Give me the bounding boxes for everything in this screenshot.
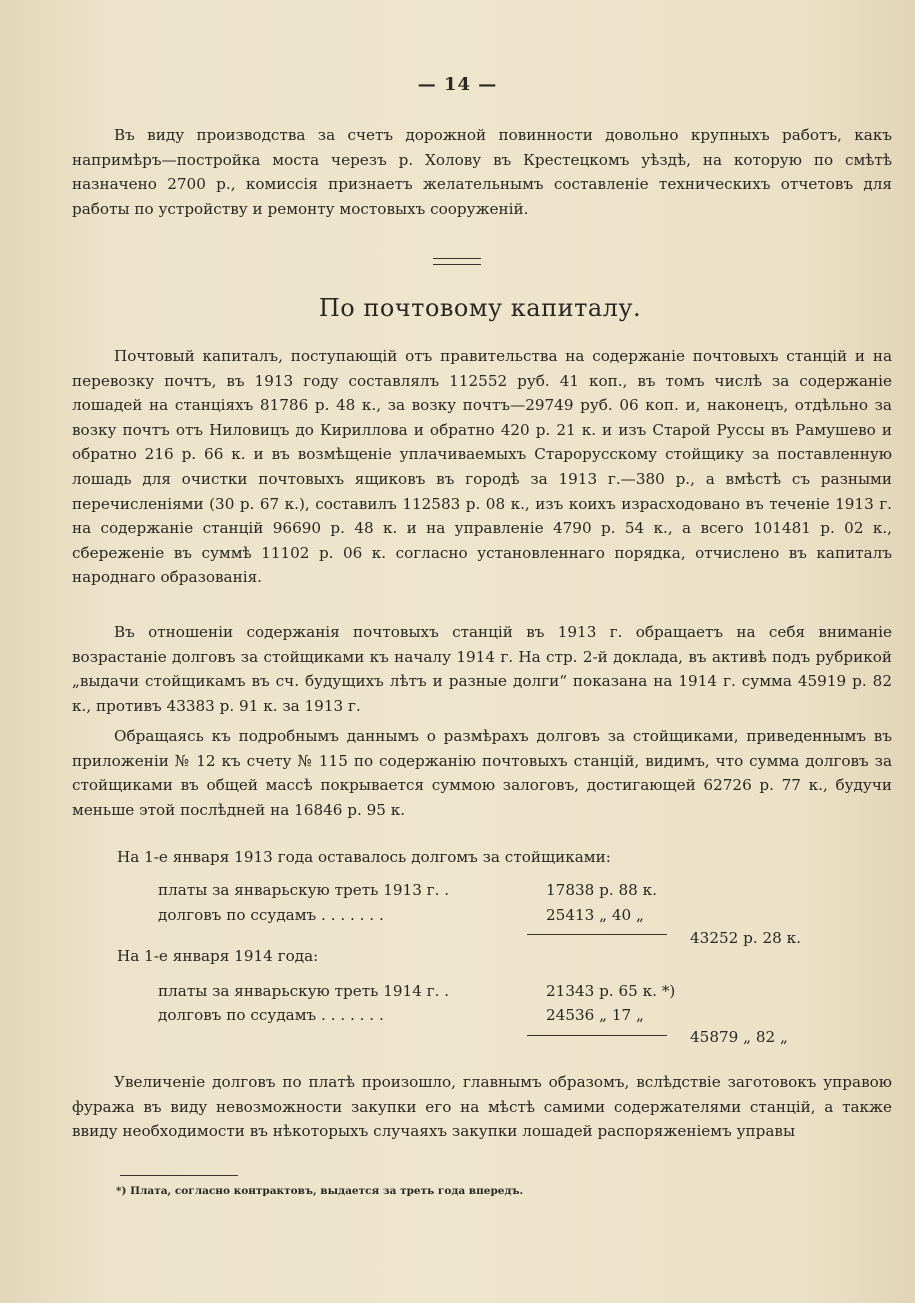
debt-row-value: 17838 р. 88 к.: [546, 881, 657, 899]
debt-total-1913: 43252 р. 28 к.: [690, 929, 801, 947]
debt-row-value: 24536 „ 17 „: [546, 1006, 644, 1024]
page-number: — 14 —: [417, 74, 498, 95]
paragraph-station-debts: Въ отношеніи содержанія почтовыхъ станцій въ 1913 г. обращаетъ на себя вниманіе возрастаніе долговъ за стойщиками къ началу 1914 г. На стр. 2-й доклада, въ активѣ подъ рубрикой „выдачи стойщикамъ въ сч. будущихъ лѣтъ и разные долги“ показана на 1914 г. сумма 45919 р. 82 к., противъ 43383 р. 91 к. за 1913 г.: [72, 623, 892, 715]
footnote: *) Плата, согласно контрактовъ, выдается за треть года впередъ.: [116, 1185, 524, 1197]
closing-paragraph: Увеличеніе долговъ по платѣ произошло, главнымъ образомъ, вслѣдствіе заготовокъ управою фуража въ виду невозможности закупки его на мѣстѣ самими содержателями станцій, а также ввиду необходимости въ нѣкоторыхъ случаяхъ закупки лошадей распоряженіемъ управы: [72, 1073, 892, 1141]
debt-row-value: 21343 р. 65 к. *): [546, 982, 676, 1000]
sum-rule: [527, 934, 667, 935]
debt-row-value: 25413 „ 40 „: [546, 906, 644, 924]
sum-rule: [527, 1035, 667, 1036]
debt-total-1914: 45879 „ 82 „: [690, 1028, 788, 1046]
debts-heading-1914: На 1-е января 1914 года:: [117, 947, 319, 965]
section-heading: По почтовому капиталу.: [318, 294, 642, 322]
paragraph-debt-details: Обращаясь къ подробнымъ даннымъ о размѣрахъ долговъ за стойщиками, приведеннымъ въ приложеніи № 12 къ счету № 115 по содержанію почтовыхъ станцій, видимъ, что сумма долговъ за стойщиками въ общей массѣ покрывается суммою залоговъ, достигающей 62726 р. 77 к., будучи меньше этой послѣдней на 16846 р. 95 к.: [72, 727, 892, 819]
debt-row-label: платы за январьскую треть 1914 г. .: [158, 982, 450, 1000]
intro-paragraph: Въ виду производства за счетъ дорожной повинности довольно крупныхъ работъ, какъ напримѣръ—постройка моста черезъ р. Холову въ Крестецкомъ уѣздѣ, на которую по смѣтѣ назначено 2700 р., комиссія признаетъ желательнымъ составленіе техническихъ отчетовъ для работы по устройству и ремонту мостовыхъ сооруженій.: [72, 126, 892, 218]
paragraph-postal-capital: Почтовый капиталъ, поступающій отъ правительства на содержаніе почтовыхъ станцій и на перевозку почтъ, въ 1913 году составлялъ 112552 руб. 41 коп., въ томъ числѣ за содержаніе лошадей на станціяхъ 81786 р. 48 к., за возку почтъ—29749 руб. 06 коп. и, наконецъ, отдѣльно за возку почтъ отъ Ниловицъ до Кириллова и обратно 420 р. 21 к. и изъ Старой Руссы въ Рамушево и обратно 216 р. 66 к. и въ возмѣщеніе уплачиваемыхъ Старорусскому стойщику за поставленную лошадь для очистки почтовыхъ ящиковъ въ городѣ за 1913 г.—380 р., а вмѣстѣ съ разными перечисленіями (30 р. 67 к.), составилъ 112583 р. 08 к., изъ коихъ израсходовано въ теченіе 1913 г. на содержаніе станцій 96690 р. 48 к. и на управленіе 4790 р. 54 к., а всего 101481 р. 02 к., сбереженіе въ суммѣ 11102 р. 06 к. согласно установленнаго порядка, отчислено въ капиталъ народнаго образованія.: [72, 347, 892, 587]
debt-row-label: долговъ по ссудамъ . . . . . . .: [158, 906, 384, 924]
debt-row-label: платы за январьскую треть 1913 г. .: [158, 881, 450, 899]
debt-row-label: долговъ по ссудамъ . . . . . . .: [158, 1006, 384, 1024]
footnote-rule: [120, 1175, 238, 1176]
section-divider: [433, 258, 481, 265]
debts-heading-1913: На 1-е января 1913 года оставалось долгомъ за стойщиками:: [117, 848, 611, 866]
